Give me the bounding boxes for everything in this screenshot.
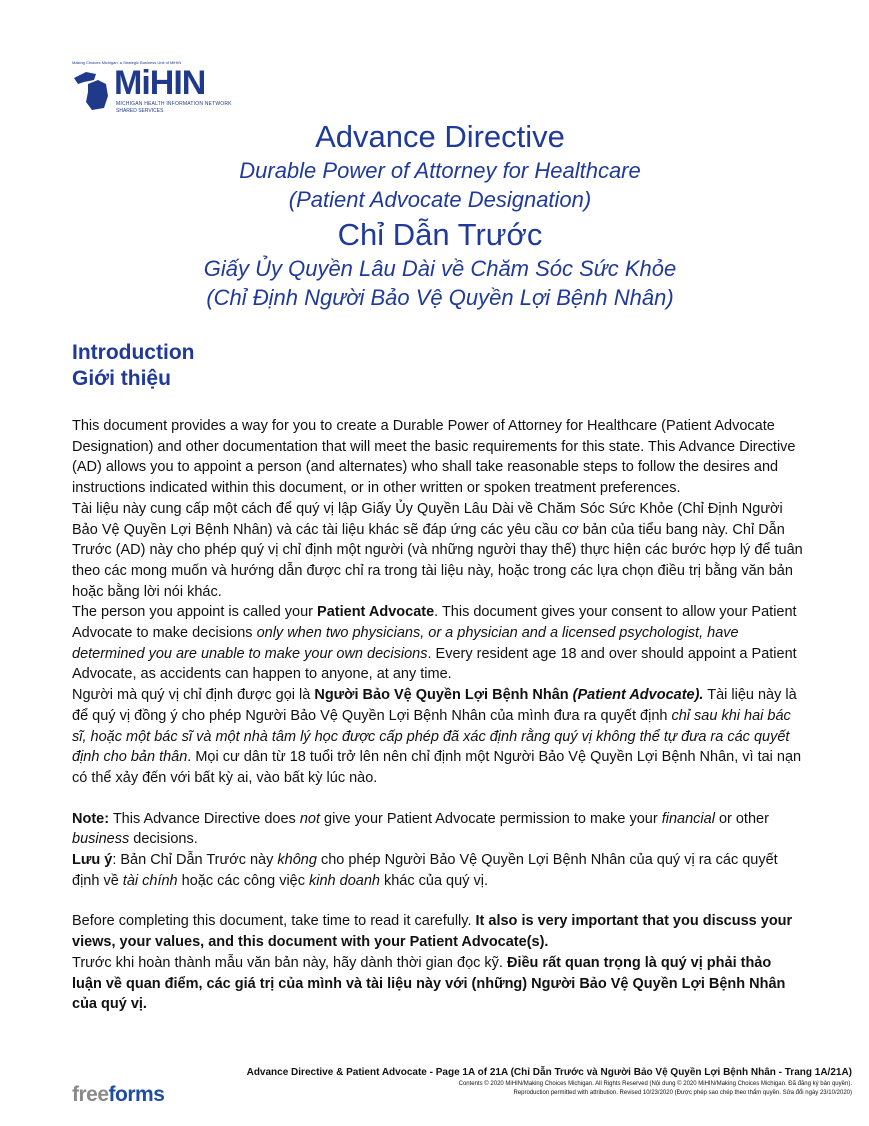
document-body <box>72 416 804 1015</box>
document-title-vi: Chỉ Dẫn Trước <box>337 217 543 252</box>
footer-revision: Reproduction permitted with attribution. Revised 10/23/2020 (Được phép sao chép theo thẩm quyền. Sửa đổi ngày 23/10/2020) <box>513 1090 852 1096</box>
footer-copyright: Contents © 2020 MiHIN/Making Choices Michigan. All Rights Reserved (Nội dung © 2020 MiHIN/Making Choices Michigan. Đã đăng ký bản quyền). <box>458 1081 852 1087</box>
mihin-logo <box>72 60 232 116</box>
text: : Bản Chỉ Dẫn Trước này <box>112 852 278 869</box>
text: hoặc các công việc <box>177 872 310 889</box>
paragraph-patient-advocate <box>72 602 804 685</box>
text: cho phép Người Bảo Vệ Quyền Lợi Bệnh Nhân của quý vị ra các quyết định về <box>72 852 778 889</box>
document-title: Advance Directive <box>315 119 565 154</box>
emphasis-bold: It also is very important that you discuss your views, your values, and this document with your Patient Advocate(s). <box>72 913 793 951</box>
document-subtitle-2-vi: (Chỉ Định Người Bảo Vệ Quyền Lợi Bệnh Nhân) <box>206 285 674 310</box>
brand-forms: forms <box>108 1083 165 1106</box>
emphasis: tài chính <box>122 872 178 889</box>
brand-free: free <box>72 1083 109 1106</box>
paragraph-patient-advocate-vi <box>72 685 804 789</box>
text: Before completing this document, take time to read it carefully. <box>72 913 476 930</box>
emphasis: business <box>72 831 130 848</box>
logo-wordmark: MiHIN <box>114 64 206 102</box>
paragraph-intro-vi: Tài liệu này cung cấp một cách để quý vị lập Giấy Ủy Quyền Lâu Dài về Chăm Sóc Sức Khỏe (Chỉ Định Người Bảo Vệ Quyền Lợi Bệnh Nhân) và các tài liệu khác sẽ đáp ứng các yêu cầu cơ bản của tiểu bang này. Chỉ Dẫn Trước (AD) này cho phép quý vị chỉ định một người (và những người thay thế) thực hiện các bước hợp lý để tuân theo các mong muốn và hướng dẫn được chỉ ra trong tài liệu này, hoặc trong các lựa chọn điều trị bằng văn bản hoặc bằng lời nói khác. <box>72 500 803 600</box>
document-subtitle: Durable Power of Attorney for Healthcare <box>239 158 641 183</box>
paragraph-intro: This document provides a way for you to create a Durable Power of Attorney for Healthcare (Patient Advocate Designation) and other documentation that will meet the basic requirements for this state. This Advance Directive (AD) allows you to appoint a person (and alternates) who shall take reasonable steps to follow the desires and instructions indicated within this document, or in other written or spoken treatment preferences. <box>72 418 796 497</box>
document-subtitle-2: (Patient Advocate Designation) <box>288 187 592 212</box>
text: . Mọi cư dân từ 18 tuổi trở lên nên chỉ định một Người Bảo Vệ Quyền Lợi Bệnh Nhân, vì tai nạn có thể xảy đến với bất kỳ ai, vào bất kỳ lúc nào. <box>72 749 802 786</box>
section-heading-vi: Giới thiệu <box>72 367 171 390</box>
michigan-map-icon <box>72 66 112 112</box>
text: Tài liệu này là để quý vị đồng ý cho phép Người Bảo Vệ Quyền Lợi Bệnh Nhân của mình đưa ra quyết định <box>72 687 797 724</box>
footer-page-info: Advance Directive & Patient Advocate - Page 1A of 21A (Chỉ Dẫn Trước và Người Bảo Vệ Quyền Lợi Bệnh Nhân - Trang 1A/21A) <box>246 1067 852 1078</box>
text: khác của quý vị. <box>379 872 488 889</box>
emphasis: not <box>299 810 320 827</box>
text: give your Patient Advocate permission to make your <box>319 810 662 827</box>
section-heading <box>72 340 194 392</box>
term-patient-advocate: Patient Advocate <box>317 604 435 621</box>
text: This Advance Directive does <box>109 810 300 827</box>
term-patient-advocate-vi: Người Bảo Vệ Quyền Lợi Bệnh Nhân <box>314 687 569 704</box>
title-block <box>0 118 869 312</box>
text: Trước khi hoàn thành mẫu văn bản này, hãy dành thời gian đọc kỹ. <box>72 954 507 971</box>
emphasis: only when two physicians, or a physician and a licensed psychologist, have determined you are unable to make your own decisions <box>72 625 739 662</box>
document-subtitle-vi: Giấy Ủy Quyền Lâu Dài về Chăm Sóc Sức Khỏe <box>203 256 677 281</box>
logo-subtitle-2: SHARED SERVICES <box>116 108 164 114</box>
emphasis-bold: Điều rất quan trọng là quý vị phải thảo luận về quan điểm, các giá trị của mình và tài liệu này với (những) Người Bảo Vệ Quyền Lợi Bệnh Nhân của quý vị. <box>72 954 786 1013</box>
text: . This document gives your consent to allow your Patient Advocate to make decisions <box>72 604 797 642</box>
page-footer <box>247 1066 852 1098</box>
emphasis: financial <box>661 810 715 827</box>
text: The person you appoint is called your <box>72 604 318 621</box>
freeforms-logo <box>72 1083 164 1107</box>
text: Người mà quý vị chỉ định được gọi là <box>72 687 315 704</box>
logo-tagline: Making Choices Michigan, a Strategic Business Unit of MiHIN <box>72 60 182 65</box>
note-label: Note: <box>72 810 110 827</box>
logo-subtitle: MICHIGAN HEALTH INFORMATION NETWORK <box>116 101 232 107</box>
emphasis: kinh doanh <box>309 872 380 889</box>
paragraph-before-completing <box>72 911 804 952</box>
text: decisions. <box>129 831 198 848</box>
note-label-vi: Lưu ý <box>72 852 113 869</box>
emphasis: không <box>277 852 317 869</box>
text: or other <box>714 810 769 827</box>
section-heading-en: Introduction <box>72 341 195 364</box>
note-paragraph <box>72 809 804 850</box>
term-patient-advocate-en: (Patient Advocate). <box>568 687 704 704</box>
text: . Every resident age 18 and over should appoint a Patient Advocate, as accidents can happen to anyone, at any time. <box>72 645 797 683</box>
note-paragraph-vi <box>72 850 804 891</box>
paragraph-before-completing-vi <box>72 953 804 1015</box>
emphasis: chỉ sau khi hai bác sĩ, hoặc một bác sĩ và một nhà tâm lý học được cấp phép đã xác định rằng quý vị không thể tự đưa ra các quyết định cho bản thân <box>72 707 791 766</box>
